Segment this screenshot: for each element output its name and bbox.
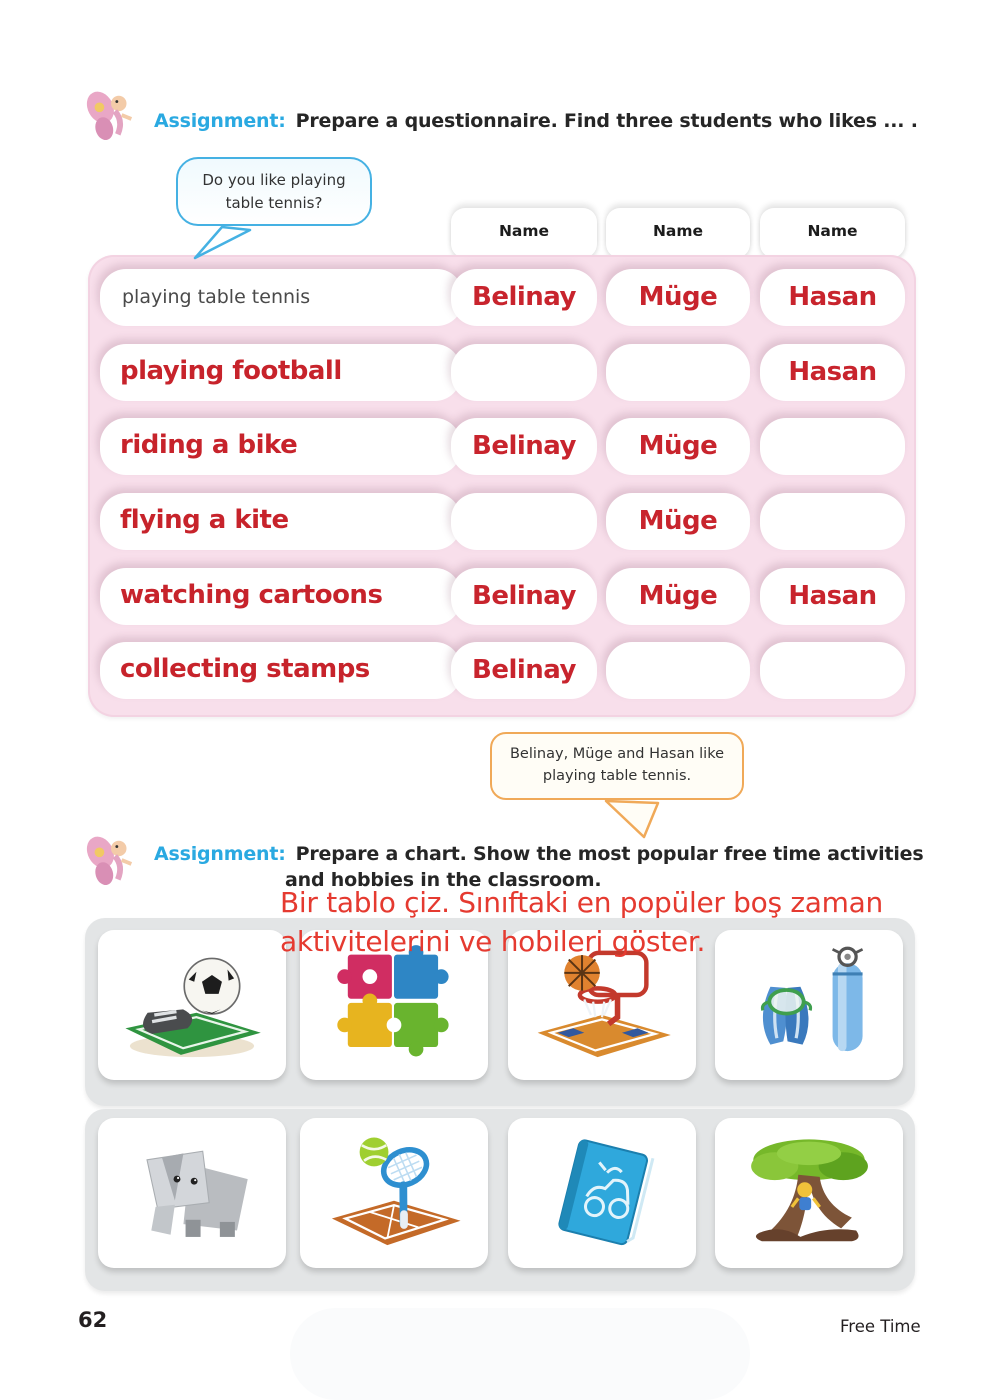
activity-cell: playing table tennis bbox=[100, 269, 463, 326]
table-row bbox=[100, 269, 905, 326]
name-cell: Hasan bbox=[760, 568, 905, 625]
activity-tile-origami bbox=[98, 1118, 286, 1268]
name-cell bbox=[606, 344, 750, 401]
assignment2-text-line2: and hobbies in the classroom. bbox=[285, 869, 602, 891]
name-cell bbox=[451, 493, 597, 550]
activity-cell: flying a kite bbox=[100, 493, 461, 550]
name-cell: Belinay bbox=[451, 418, 597, 475]
answer-speech-bubble bbox=[490, 732, 744, 800]
activity-cell: watching cartoons bbox=[100, 568, 461, 625]
assignment2-header bbox=[154, 843, 923, 865]
question-bubble-tail bbox=[192, 226, 254, 260]
column-header-name-2: Name bbox=[606, 208, 750, 258]
question-speech-bubble bbox=[176, 157, 372, 226]
table-row bbox=[100, 418, 905, 475]
activity-tile-comic-book bbox=[508, 1118, 696, 1268]
name-cell: Belinay bbox=[451, 568, 597, 625]
tennis-icon bbox=[315, 1132, 473, 1254]
assignment2-label: Assignment: bbox=[154, 843, 286, 865]
name-cell: Belinay bbox=[451, 642, 597, 699]
section-title: Free Time bbox=[840, 1317, 921, 1336]
name-cell: Hasan bbox=[760, 269, 905, 326]
translation-line2: aktivitelerini ve hobileri göster. bbox=[280, 925, 706, 958]
name-cell: Belinay bbox=[451, 269, 597, 326]
scuba-diving-icon bbox=[734, 944, 884, 1066]
table-row bbox=[100, 344, 905, 401]
fairy-mascot-icon bbox=[83, 833, 141, 891]
name-cell bbox=[606, 642, 750, 699]
name-cell bbox=[760, 493, 905, 550]
assignment1-header bbox=[154, 110, 918, 132]
origami-elephant-icon bbox=[117, 1132, 267, 1254]
tree-climbing-icon bbox=[734, 1130, 884, 1256]
name-cell: Müge bbox=[606, 493, 750, 550]
activity-cell: collecting stamps bbox=[100, 642, 461, 699]
answer-bubble-text: Belinay, Müge and Hasan like playing table tennis. bbox=[509, 746, 724, 784]
name-cell: Müge bbox=[606, 568, 750, 625]
activity-cell: playing football bbox=[100, 344, 461, 401]
football-icon bbox=[113, 944, 271, 1066]
fairy-mascot-icon bbox=[83, 88, 141, 146]
activity-tile-tennis bbox=[300, 1118, 488, 1268]
answer-bubble-tail bbox=[596, 800, 668, 840]
table-row bbox=[100, 493, 905, 550]
activity-tile-tree-climbing bbox=[715, 1118, 903, 1268]
assignment1-text: Prepare a questionnaire. Find three students who likes ... . bbox=[295, 110, 918, 132]
basketball-icon bbox=[523, 944, 681, 1066]
name-cell bbox=[760, 642, 905, 699]
name-cell: Müge bbox=[606, 269, 750, 326]
jigsaw-puzzle-icon bbox=[331, 942, 457, 1068]
activity-tile-football bbox=[98, 930, 286, 1080]
activity-tile-scuba bbox=[715, 930, 903, 1080]
translation-line1: Bir tablo çiz. Sınıftaki en popüler boş zaman bbox=[280, 886, 883, 919]
name-cell bbox=[760, 418, 905, 475]
name-cell bbox=[451, 344, 597, 401]
comic-book-icon bbox=[532, 1132, 672, 1254]
table-row bbox=[100, 568, 905, 625]
table-row bbox=[100, 642, 905, 699]
assignment1-label: Assignment: bbox=[154, 110, 286, 132]
scan-artifact bbox=[290, 1308, 750, 1400]
name-cell: Hasan bbox=[760, 344, 905, 401]
name-cell: Müge bbox=[606, 418, 750, 475]
activity-cell: riding a bike bbox=[100, 418, 461, 475]
question-bubble-text: Do you like playing table tennis? bbox=[202, 171, 346, 212]
column-header-name-3: Name bbox=[760, 208, 905, 258]
assignment2-text-line1: Prepare a chart. Show the most popular free time activities bbox=[295, 843, 924, 865]
page-number: 62 bbox=[78, 1308, 108, 1332]
column-header-name-1: Name bbox=[451, 208, 597, 258]
